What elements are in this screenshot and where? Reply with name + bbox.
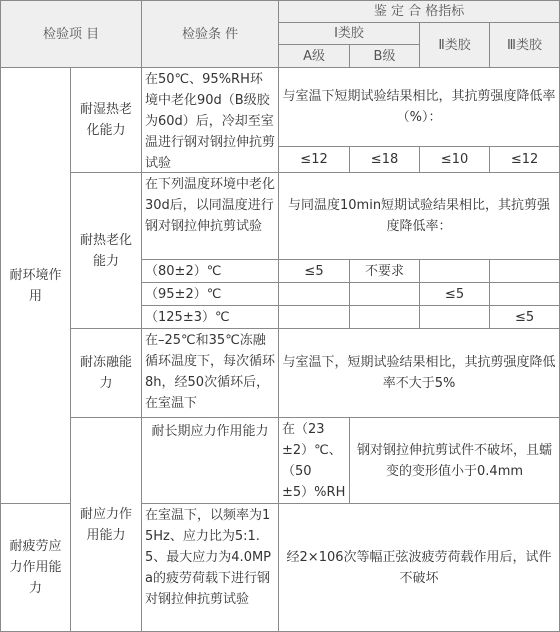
value-125-class3: ≤5 xyxy=(490,306,560,329)
requirement-heat-aging: 与同温度10min短期试验结果相比，其抗剪强度降低率： xyxy=(279,173,560,260)
value-95-class3 xyxy=(490,283,560,306)
requirement-humid-heat: 与室温下短期试验结果相比，其抗剪强度降低率（%）： xyxy=(279,68,560,147)
value-humid-class2: ≤10 xyxy=(420,147,490,173)
item-freeze-thaw: 耐冻融能力 xyxy=(71,329,142,418)
header-grade-a: A级 xyxy=(279,45,350,68)
value-humid-b: ≤18 xyxy=(350,147,420,173)
value-humid-class3: ≤12 xyxy=(490,147,560,173)
requirement-long-term-stress: 钢对钢拉伸抗剪试件不破坏，且蠕变的变形值小于0.4mm xyxy=(350,418,560,504)
value-80-a: ≤5 xyxy=(279,260,350,283)
header-class1: Ⅰ类胶 xyxy=(279,23,420,45)
value-125-class2 xyxy=(420,306,490,329)
item-long-term-stress: 耐长期应力作用能力 xyxy=(142,418,279,504)
header-spec: 鉴 定 合 格指标 xyxy=(279,1,560,23)
value-95-b xyxy=(350,283,420,306)
value-125-a xyxy=(279,306,350,329)
header-class2: Ⅱ类胶 xyxy=(420,23,490,68)
value-80-b: 不要求 xyxy=(350,260,420,283)
value-humid-a: ≤12 xyxy=(279,147,350,173)
temp-row-80: （80±2）℃ xyxy=(142,260,279,283)
group-environment: 耐环境作用 xyxy=(1,68,71,504)
value-95-class2: ≤5 xyxy=(420,283,490,306)
condition-fatigue-stress: 在室温下，以频率为15Hz、应力比为5:1.5、最大应力为4.0MPa的疲劳荷载下进行钢对钢拉伸抗剪试验 xyxy=(142,504,279,632)
value-80-class3 xyxy=(490,260,560,283)
condition-heat-aging: 在下列温度环境中老化30d后，以同温度进行钢对钢拉伸抗剪试验 xyxy=(142,173,279,260)
header-condition: 检验条 件 xyxy=(142,1,279,68)
item-fatigue-stress: 耐疲劳应力作用能力 xyxy=(1,504,71,632)
condition-freeze-thaw: 在–25℃和35℃冻融循环温度下，每次循环8h，经50次循环后，在室温下 xyxy=(142,329,279,418)
item-humid-heat-aging: 耐湿热老化能力 xyxy=(71,68,142,173)
item-heat-aging: 耐热老化能力 xyxy=(71,173,142,329)
value-95-a xyxy=(279,283,350,306)
value-125-b xyxy=(350,306,420,329)
header-item: 检验项 目 xyxy=(1,1,142,68)
value-80-class2 xyxy=(420,260,490,283)
requirement-freeze-thaw: 与室温下，短期试验结果相比，其抗剪强度降低率不大于5% xyxy=(279,329,560,418)
header-class3: Ⅲ类胶 xyxy=(490,23,560,68)
temp-row-95: （95±2）℃ xyxy=(142,283,279,306)
requirement-fatigue-stress: 经2×106次等幅正弦波疲劳荷载作用后，试件不破坏 xyxy=(279,504,560,632)
temp-row-125: （125±3）℃ xyxy=(142,306,279,329)
group-stress: 耐应力作用能力 xyxy=(71,418,142,632)
condition-long-term-stress: 在（23±2）℃、（50±5）%RH xyxy=(279,418,350,504)
header-grade-b: B级 xyxy=(350,45,420,68)
condition-humid-heat: 在50℃、95%RH环境中老化90d（B级胶为60d）后，冷却至室温进行钢对钢拉伸抗剪试验 xyxy=(142,68,279,173)
